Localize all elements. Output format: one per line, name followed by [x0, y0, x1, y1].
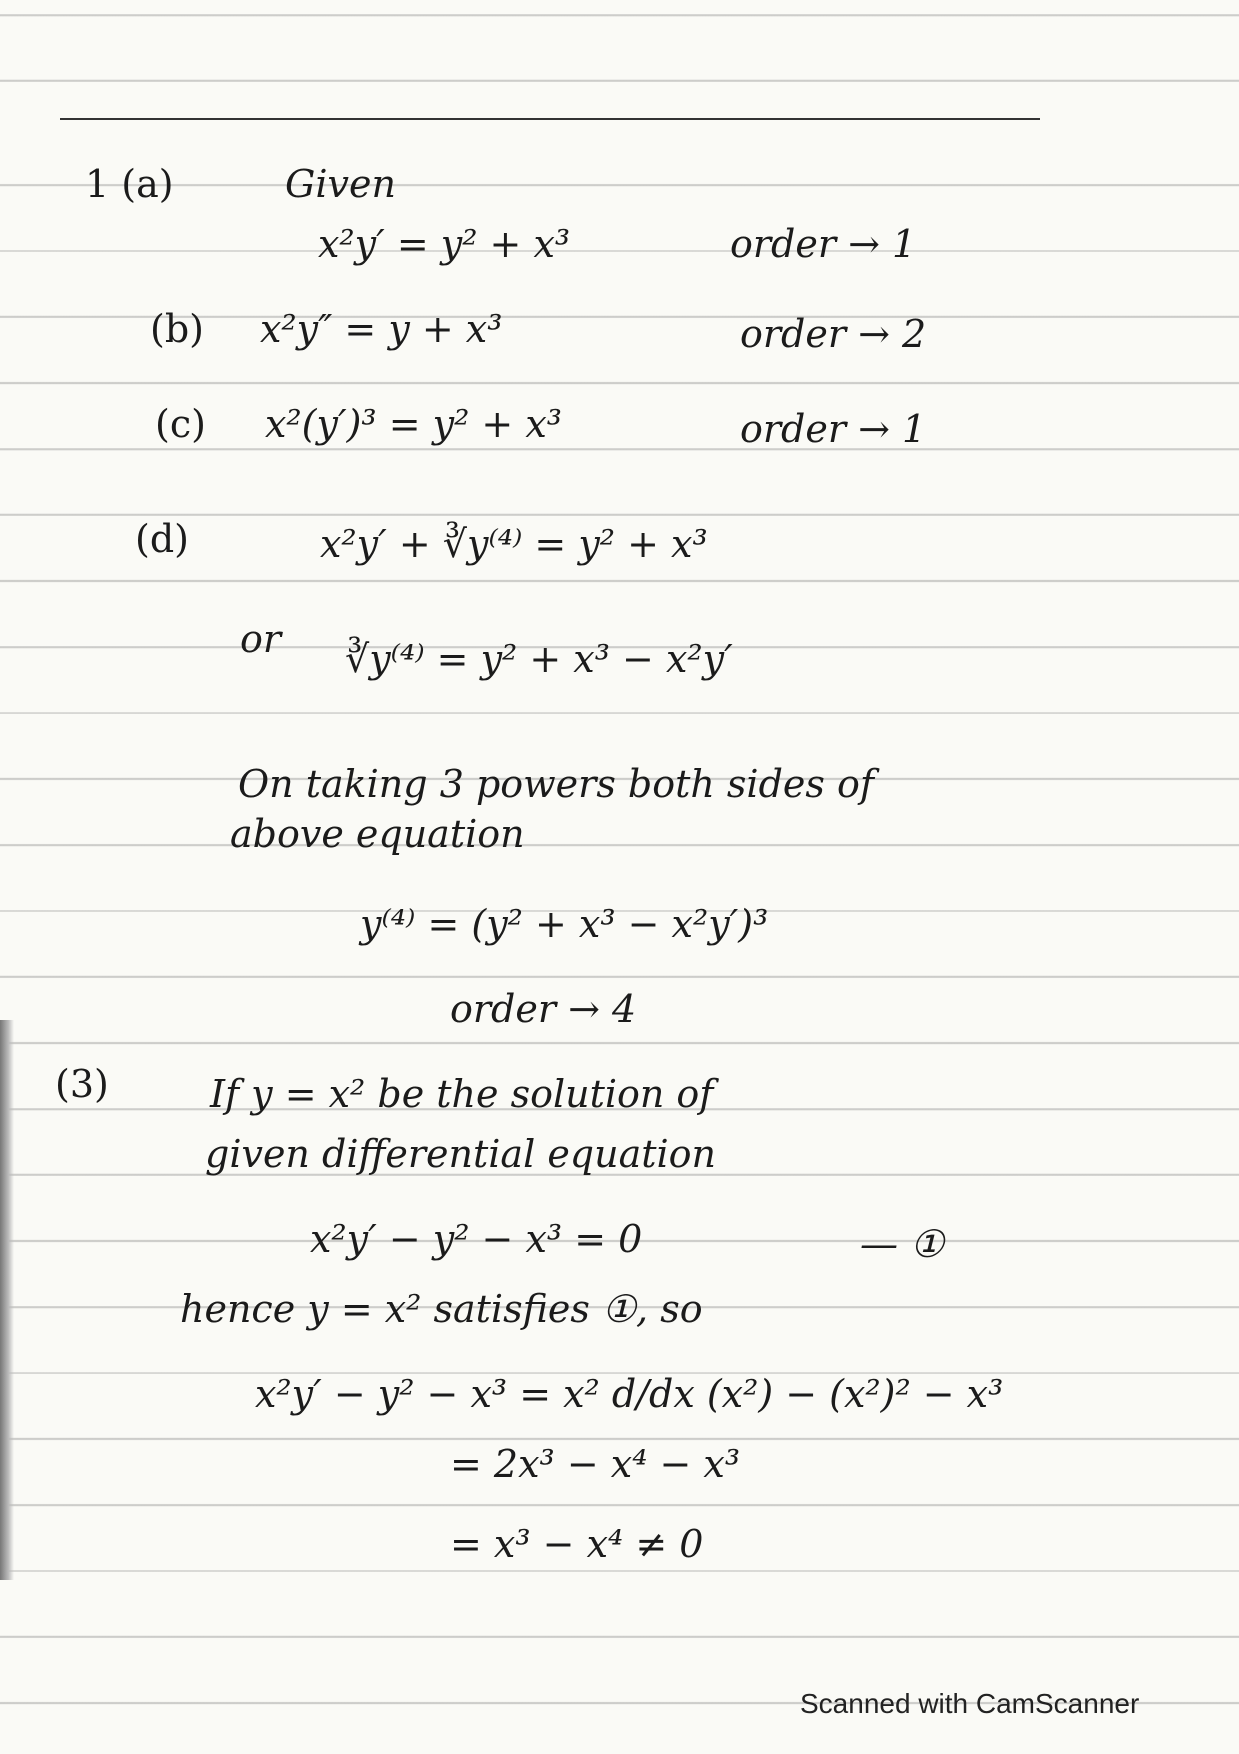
equation-b: x²y″ = y + x³	[260, 307, 503, 351]
top-rule	[60, 118, 1040, 120]
text-if-solution: If y = x² be the solution of	[210, 1072, 714, 1116]
scanner-watermark: Scanned with CamScanner	[800, 1688, 1140, 1719]
given-heading: Given	[285, 162, 396, 206]
equation-d-rearranged: ∛y⁽⁴⁾ = y² + x³ − x²y′	[345, 637, 733, 681]
q1c-label: (c)	[155, 402, 206, 446]
order-b: order → 2	[740, 312, 927, 356]
or-label: or	[240, 617, 282, 661]
q1b-label: (b)	[150, 307, 204, 351]
page-edge-shadow	[0, 1020, 14, 1580]
equation-a: x²y′ = y² + x³	[318, 222, 571, 266]
equation-1: x²y′ − y² − x³ = 0	[310, 1217, 643, 1261]
q3-label: (3)	[55, 1062, 109, 1106]
equation-1-tag: — ①	[860, 1222, 945, 1266]
equation-c: x²(y′)³ = y² + x³	[265, 402, 563, 446]
equation-substitution: x²y′ − y² − x³ = x² d/dx (x²) − (x²)² − x³	[255, 1372, 1004, 1416]
text-given-de: given differential equation	[205, 1132, 717, 1176]
text-hence-satisfies: hence y = x² satisfies ①, so	[180, 1287, 703, 1331]
equation-step-2: = 2x³ − x⁴ − x³	[450, 1442, 741, 1486]
text-above-equation: above equation	[230, 812, 525, 856]
order-d: order → 4	[450, 987, 637, 1031]
equation-d: x²y′ + ∛y⁽⁴⁾ = y² + x³	[320, 522, 708, 566]
q1d-label: (d)	[135, 517, 189, 561]
order-c: order → 1	[740, 407, 927, 451]
equation-d-cubed: y⁽⁴⁾ = (y² + x³ − x²y′)³	[360, 902, 769, 946]
text-taking-powers: On taking 3 powers both sides of	[238, 762, 874, 806]
equation-step-3: = x³ − x⁴ ≠ 0	[450, 1522, 704, 1566]
q1a-label: 1 (a)	[85, 162, 174, 206]
order-a: order → 1	[730, 222, 917, 266]
